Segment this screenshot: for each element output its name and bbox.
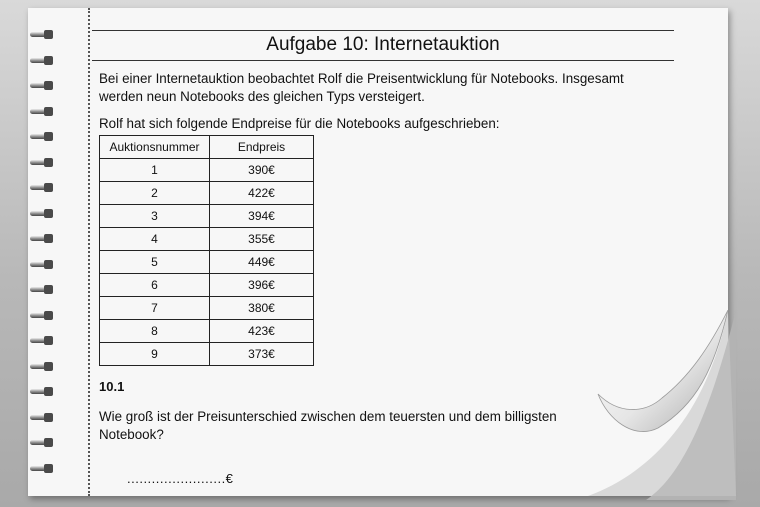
binding-ring <box>30 336 56 345</box>
binding-ring <box>30 438 56 447</box>
binding-ring <box>30 132 56 141</box>
final-price-cell: 422€ <box>210 182 314 205</box>
binding-ring <box>30 183 56 192</box>
binding-ring <box>30 413 56 422</box>
auction-number-cell: 5 <box>100 251 210 274</box>
binding-ring <box>30 158 56 167</box>
final-price-cell: 390€ <box>210 159 314 182</box>
binding-ring <box>30 107 56 116</box>
binding-ring <box>30 387 56 396</box>
final-price-cell: 423€ <box>210 320 314 343</box>
title-rule-top <box>92 30 674 31</box>
table-row <box>100 320 314 343</box>
page-curl <box>586 310 736 500</box>
auction-number-cell: 8 <box>100 320 210 343</box>
binding-ring <box>30 464 56 473</box>
binding-ring <box>30 362 56 371</box>
binding-ring <box>30 209 56 218</box>
auction-number-cell: 2 <box>100 182 210 205</box>
final-price-cell: 373€ <box>210 343 314 366</box>
worksheet-title: Aufgabe 10: Internetauktion <box>266 34 500 55</box>
table-header-row <box>100 136 314 159</box>
final-price-cell: 396€ <box>210 274 314 297</box>
answer-blank[interactable]: ........................€ <box>127 471 234 486</box>
question-text: Wie groß ist der Preisunterschied zwischen dem teuersten und dem billigsten Notebook? <box>99 409 557 442</box>
binding-ring <box>30 285 56 294</box>
final-price-cell: 394€ <box>210 205 314 228</box>
auction-number-cell: 3 <box>100 205 210 228</box>
table-row <box>100 182 314 205</box>
final-price-cell: 380€ <box>210 297 314 320</box>
table-row <box>100 159 314 182</box>
title-rule-bottom <box>92 60 674 61</box>
price-table <box>99 135 314 366</box>
binding-ring <box>30 81 56 90</box>
binding-ring <box>30 311 56 320</box>
final-price-cell: 355€ <box>210 228 314 251</box>
binding-ring <box>30 30 56 39</box>
intro-text: Bei einer Internetauktion beobachtet Rolf die Preisentwicklung für Notebooks. Insgesamt werden neun Notebooks des gleichen Typs versteigert. <box>99 71 624 104</box>
table-row <box>100 205 314 228</box>
binding-ring <box>30 56 56 65</box>
auction-number-cell: 1 <box>100 159 210 182</box>
question-number: 10.1 <box>99 379 125 394</box>
table-row <box>100 228 314 251</box>
column-header-auction-number: Auktionsnummer <box>100 136 210 159</box>
final-price-cell: 449€ <box>210 251 314 274</box>
table-row <box>100 343 314 366</box>
auction-number-cell: 6 <box>100 274 210 297</box>
auction-number-cell: 7 <box>100 297 210 320</box>
table-row <box>100 297 314 320</box>
table-row <box>100 274 314 297</box>
perforation-line <box>88 8 90 496</box>
column-header-final-price: Endpreis <box>210 136 314 159</box>
table-intro-text: Rolf hat sich folgende Endpreise für die Notebooks aufgeschrieben: <box>99 116 500 131</box>
binding-ring <box>30 260 56 269</box>
auction-number-cell: 9 <box>100 343 210 366</box>
table-row <box>100 251 314 274</box>
auction-number-cell: 4 <box>100 228 210 251</box>
binding-ring <box>30 234 56 243</box>
